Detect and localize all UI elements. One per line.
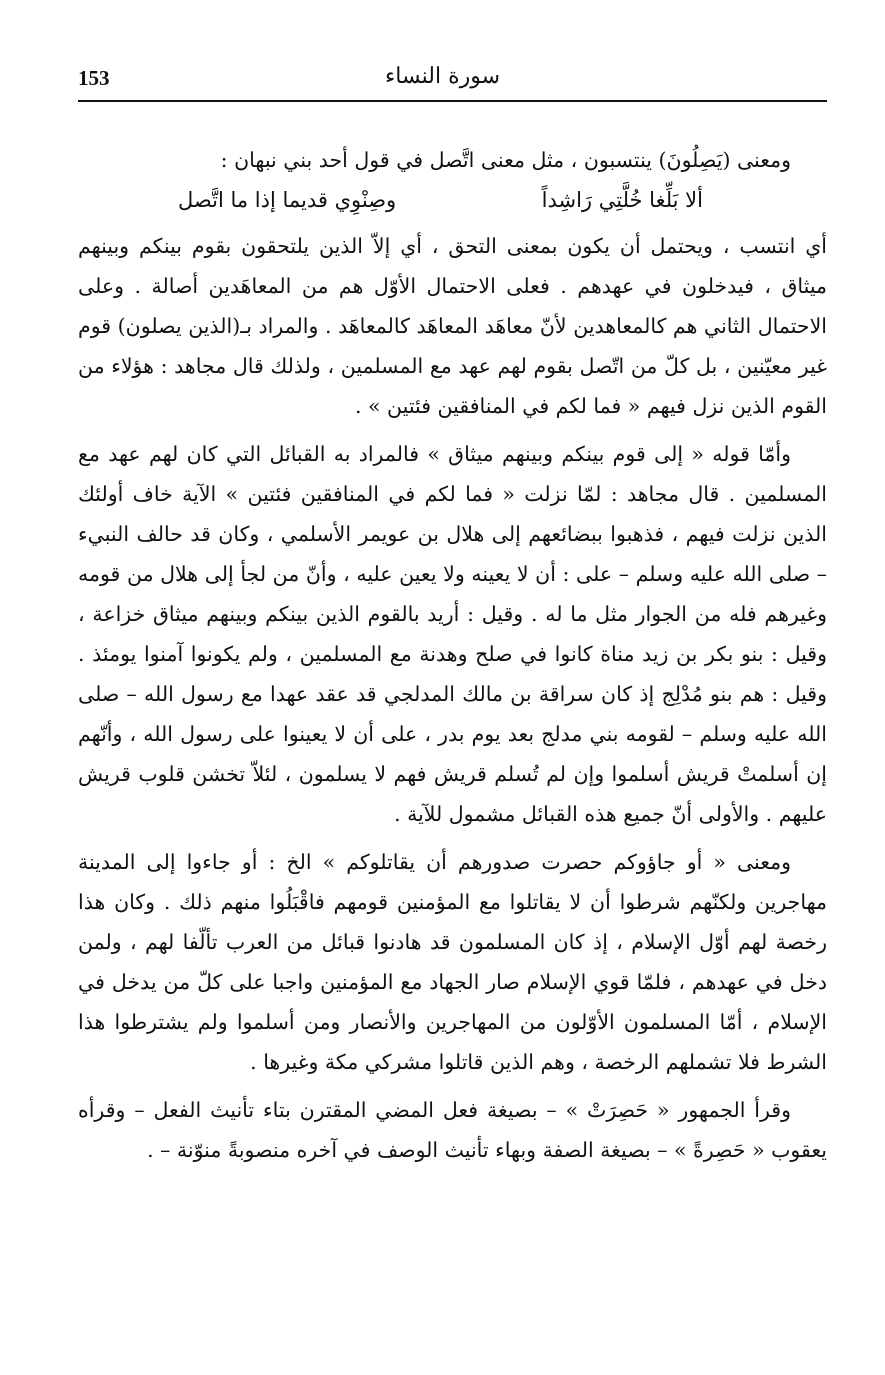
paragraph-2: وأمّا قوله « إلى قوم بينكم وبينهم ميثاق » فالمراد به القبائل التي كان لهم عهد مع المسلمين . قال مجاهد : لمّا نزلت « فما لكم في المنافقين فئتين » الآية خاف أولئك الذين نزلت فيهم ، فذهبوا ببضائعهم إلى هلال بن عويمر الأسلمي ، وكان قد حالف النبيء – صلى الله عليه وسلم – على : أن لا يعينه ولا يعين عليه ، وأنّ من لجأ إلى هلال من قومه وغيرهم فله من الجوار مثل ما له . وقيل : أريد بالقوم الذين بينكم وبينهم ميثاق خزاعة ، وقيل : بنو بكر بن زيد مناة كانوا في صلح وهدنة مع المسلمين ، ولم يكونوا آمنوا يومئذ . وقيل : هم بنو مُدْلِج إذ كان سراقة بن مالك المدلجي قد عقد عهدا مع رسول الله – صلى الله عليه وسلم – لقومه بني مدلج بعد يوم بدر ، على أن لا يعينوا على رسول الله ، وأنّهم إن أسلمتْ قريش أسلموا وإن لم تُسلم قريش فهم لا يسلمون ، لئلاّ تخشن قلوب قريش عليهم . والأولى أنّ جميع هذه القبائل مشمول للآية . [78,442,827,826]
paragraph-1: أي انتسب ، ويحتمل أن يكون بمعنى التحق ، أي إلاّ الذين يلتحقون بقوم بينكم وبينهم ميثاق ، فيدخلون في عهدهم . فعلى الاحتمال الأوّل هم من المعاهَدين أصالة . وعلى الاحتمال الثاني هم كالمعاهدين لأنّ معاهَد المعاهَد كالمعاهَد . والمراد بـ(الذين يصلون) قوم غير معيّنين ، بل كلّ من اتّصل بقوم لهم عهد مع المسلمين ، ولذلك قال مجاهد : هؤلاء من القوم الذين نزل فيهم « فما لكم في المنافقين فئتين » . [78,234,827,418]
paragraph-4: وقرأ الجمهور « حَصِرَتْ » – بصيغة فعل المضي المقترن بتاء تأنيث الفعل – وقرأه يعقوب « حَصِرةً » – بصيغة الصفة وبهاء تأنيث الوصف في آخره منصوبةً منوّنة – . [78,1098,827,1162]
header-rule [78,100,827,102]
page-body [78,140,827,1170]
poetry-verse [78,180,827,220]
page-number: 153 [78,66,110,90]
paragraph-3: ومعنى « أو جاؤوكم حصرت صدورهم أن يقاتلوكم » الخ : أو جاءوا إلى المدينة مهاجرين ولكنّهم شرطوا أن لا يقاتلوا مع المؤمنين قومهم فاقْبَلُوا منهم ذلك . وكان هذا رخصة لهم أوّل الإسلام ، إذ كان المسلمون قد هادنوا قبائل من العرب تألّفا لهم ، ولمن دخل في عهدهم ، فلمّا قوي الإسلام صار الجهاد مع المؤمنين واجبا على كلّ من يدخل في الإسلام ، أمّا المسلمون الأوّلون من المهاجرين والأنصار ومن أسلموا ولم يشترطوا هذا الشرط فلا تشملهم الرخصة ، وهم الذين قاتلوا مشركي مكة وغيرها . [78,850,827,1074]
intro-line: ومعنى (يَصِلُونَ) ينتسبون ، مثل معنى اتَّصل في قول أحد بني نبهان : [220,148,791,172]
verse-first-hemistich: ألا بَلِّغا خُلَّتِي رَاشِداً [541,188,703,212]
running-title: سورة النساء [384,64,501,89]
page-header [78,58,807,98]
verse-second-hemistich: وصِنْوِي قديما إذا ما اتَّصل [178,188,397,212]
